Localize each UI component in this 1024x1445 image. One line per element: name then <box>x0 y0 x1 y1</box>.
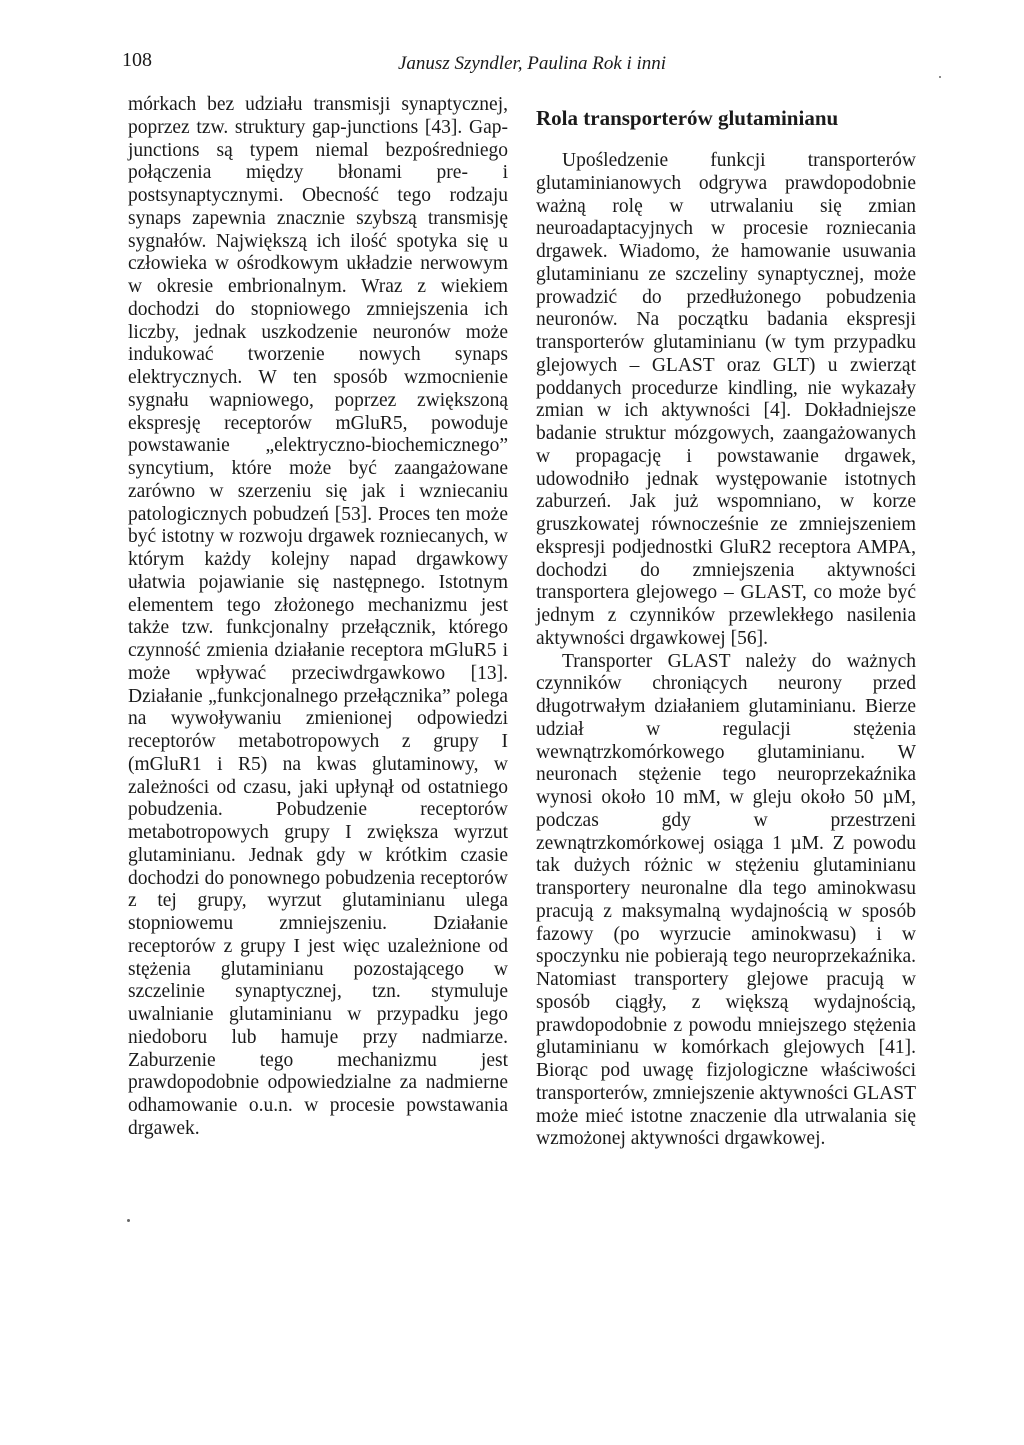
right-column <box>536 94 916 1151</box>
page-number: 108 <box>122 49 152 71</box>
right-paragraph-1: Upośledzenie funkcji transporterów glutaminianowych odgrywa prawdopodobnie ważną rolę w utrwalaniu się zmian neuroadaptacyjnych w procesie rozniecania drgawek. Wiadomo, że hamowanie usuwania glutaminianu ze szczeliny synaptycznej, może prowadzić do przedłużonego pobudzenia neuronów. Na początku badania ekspresji transporterów glutaminianu (w tym przypadku glejowych – GLAST oraz GLT) u zwierząt poddanych procedurze kindling, nie wykazały zmian w ich aktywności [4]. Dokładniejsze badanie struktur mózgowych, zaangażowanych w propagację i powstawanie drgawek, udowodniło jednak występowanie istotnych zaburzeń. Jak już wspomniano, w korze gruszkowatej równocześnie ze zmniejszeniem ekspresji podjednostki GluR2 receptora AMPA, dochodzi do zmniejszenia aktywności transportera glejowego – GLAST, co może być jednym z czynników przewlekłego nasilenia aktywności drgawkowej [56]. <box>536 150 916 649</box>
running-head: Janusz Szyndler, Paulina Rok i inni <box>398 53 667 74</box>
left-paragraph-1: mórkach bez udziału transmisji synaptycznej, poprzez tzw. struktury gap-junctions [43]. Gap-junctions są typem niemal bezpośredniego połączenia między błonami pre- i postsynaptycznymi. Obecność tego rodzaju synaps zapewnia znacznie szybszą transmisję sygnałów. Największą ich ilość spotyka się u człowieka w ośrodkowym układzie nerwowym w okresie embrionalnym. Wraz z wiekiem dochodzi do stopniowego zmniejszenia ich liczby, jednak uszkodzenie neuronów może indukować tworzenie nowych synaps elektrycznych. W ten sposób wzmocnienie sygnału wapniowego, poprzez zwiększoną ekspresję receptorów mGluR5, powoduje powstawanie „elektryczno-biochemicznego” syncytium, które może być zaangażowane zarówno w szerzeniu się jak i wzniecaniu patologicznych pobudzeń [53]. Proces ten może być istotny w rozwoju drgawek rozniecanych, w którym każdy kolejny napad drgawkowy ułatwia pojawianie się następnego. Istotnym elementem tego złożonego mechanizmu jest także tzw. funkcjonalny przełącznik, którego czynność zmienia działanie receptora mGluR5 i może wpływać przeciwdrgawkowo [13]. Działanie „funkcjonalnego przełącznika” polega na wywoływaniu zmienionej odpowiedzi receptorów metabotropowych z grupy I (mGluR1 i R5) na kwas glutaminowy, w zależności od czasu, jaki upłynął od ostatniego pobudzenia. Pobudzenie receptorów metabotropowych grupy I zwiększa wyrzut glutaminianu. Jednak gdy w krótkim czasie dochodzi do ponownego pobudzenia receptorów z tej grupy, wyrzut glutaminianu ulega stopniowemu zmniejszeniu. Działanie receptorów z grupy I jest więc uzależnione od stężenia glutaminianu pozostającego w szczelinie synaptycznej, tzn. stymuluje uwalnianie glutaminianu w przypadku jego niedoboru lub hamuje przy nadmiarze. Zaburzenie tego mechanizmu jest prawdopodobnie odpowiedzialne za nadmierne odhamowanie o.u.n. w procesie powstawania drgawek. <box>128 94 508 1139</box>
scan-speck <box>127 1219 130 1222</box>
scan-speck <box>939 76 941 78</box>
section-heading: Rola transporterów glutaminianu <box>536 106 839 130</box>
left-column <box>128 94 508 1141</box>
right-paragraph-2: Transporter GLAST należy do ważnych czynników chroniących neurony przed długotrwałym działaniem glutaminianu. Bierze udział w regulacji stężenia wewnątrzkomórkowego glutaminianu. W neuronach stężenie tego neuroprzekaźnika wynosi około 10 mM, w gleju około 50 µM, podczas gdy w przestrzeni zewnątrzkomórkowej osiąga 1 µM. Z powodu tak dużych różnic w stężeniu glutaminianu transportery neuronalne dla tego aminokwasu pracują z maksymalną wydajnością w sposób fazowy (po wyrzucie aminokwasu) i w spoczynku nie pobierają tego neuroprzekaźnika. Natomiast transportery glejowe pracują w sposób ciągły, z większą wydajnością, prawdopodobnie z powodu mniejszego stężenia glutaminianu w komórkach glejowych [41]. Biorąc pod uwagę fizjologiczne właściwości transporterów, zmniejszenie aktywności GLAST może mieć istotne znaczenie dla utrwalania się wzmożonej aktywności drgawkowej. <box>536 650 916 1150</box>
